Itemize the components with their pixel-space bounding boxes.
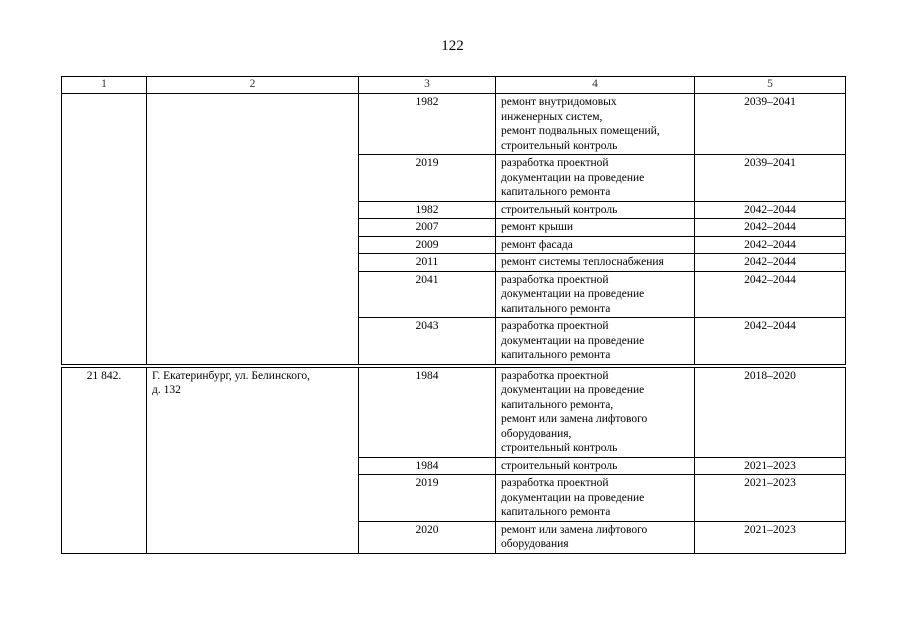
column-header: 1 [62,77,147,94]
column-header: 2 [147,77,359,94]
work-type-cell: строительный контроль [496,457,695,475]
table-row [62,367,846,457]
work-type-cell: разработка проектной документации на проведение капитального ремонта, ремонт или замена лифтового оборудования, строительный контроль [496,367,695,457]
year-cell: 2041 [359,271,496,318]
table-row [62,94,846,155]
year-cell: 2009 [359,236,496,254]
year-cell: 1982 [359,201,496,219]
work-type-cell: ремонт фасада [496,236,695,254]
year-cell: 2011 [359,254,496,272]
address-cell: Г. Екатеринбург, ул. Белинского, д. 132 [147,367,359,553]
period-cell: 2042–2044 [695,201,846,219]
work-type-cell: ремонт системы теплоснабжения [496,254,695,272]
period-cell: 2021–2023 [695,475,846,522]
period-cell: 2042–2044 [695,271,846,318]
work-type-cell: ремонт крыши [496,219,695,237]
column-number-row [62,77,846,94]
period-cell: 2039–2041 [695,94,846,155]
address-cell [147,94,359,365]
year-cell: 2043 [359,318,496,365]
page-number: 122 [441,38,464,54]
object-number-cell [62,94,147,365]
object-number-cell: 21 842. [62,367,147,553]
year-cell: 1982 [359,94,496,155]
period-cell: 2042–2044 [695,219,846,237]
year-cell: 1984 [359,457,496,475]
work-type-cell: ремонт или замена лифтового оборудования [496,521,695,553]
year-cell: 2020 [359,521,496,553]
year-cell: 2019 [359,475,496,522]
year-cell: 2019 [359,155,496,202]
work-type-cell: разработка проектной документации на проведение капитального ремонта [496,271,695,318]
period-cell: 2039–2041 [695,155,846,202]
work-type-cell: строительный контроль [496,201,695,219]
year-cell: 2007 [359,219,496,237]
period-cell: 2021–2023 [695,457,846,475]
work-type-cell: разработка проектной документации на проведение капитального ремонта [496,318,695,365]
work-type-cell: разработка проектной документации на проведение капитального ремонта [496,475,695,522]
period-cell: 2042–2044 [695,254,846,272]
work-type-cell: ремонт внутридомовых инженерных систем, ремонт подвальных помещений, строительный контроль [496,94,695,155]
column-header: 3 [359,77,496,94]
work-type-cell: разработка проектной документации на проведение капитального ремонта [496,155,695,202]
period-cell: 2042–2044 [695,236,846,254]
column-header: 5 [695,77,846,94]
column-header: 4 [496,77,695,94]
period-cell: 2042–2044 [695,318,846,365]
period-cell: 2021–2023 [695,521,846,553]
repair-schedule-table [61,76,846,554]
year-cell: 1984 [359,367,496,457]
period-cell: 2018–2020 [695,367,846,457]
